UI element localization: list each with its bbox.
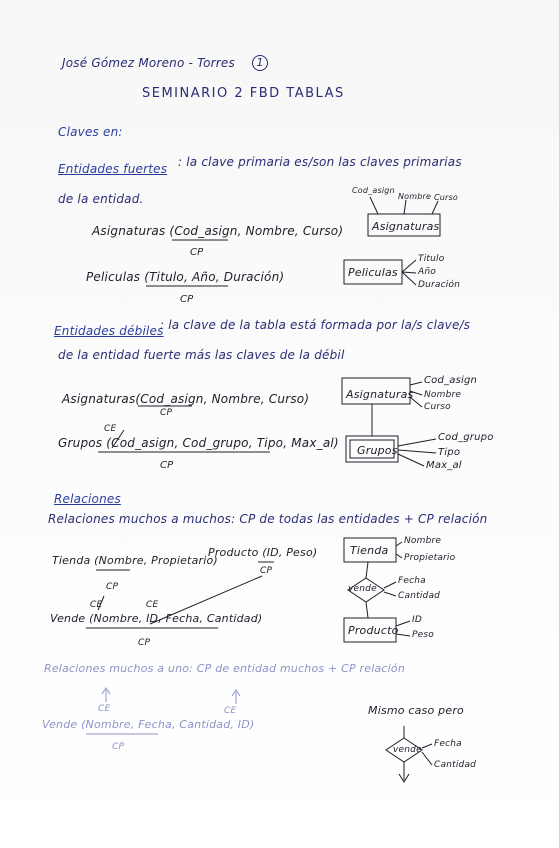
link-duracion <box>402 272 416 285</box>
link-mu-cantidad <box>422 752 432 765</box>
diag-rel-attr-fecha: Fecha <box>398 576 426 586</box>
diamond-vende <box>348 578 384 602</box>
box-weak-asignaturas <box>342 378 410 404</box>
diag-rel-attr-peso: Peso <box>412 630 434 640</box>
box-producto <box>344 618 396 642</box>
link-nombre <box>404 200 406 214</box>
diamond-mu-vende <box>386 738 422 762</box>
diag-weak-asignaturas: Asignaturas <box>346 388 414 401</box>
debiles-ce: CE <box>104 424 117 434</box>
diag-attr-titulo: Titulo <box>418 254 445 264</box>
arrow-ce-tienda <box>98 596 104 610</box>
fuertes-peli-schema: Peliculas (Titulo, Año, Duración) <box>86 270 285 284</box>
fuertes-asig-cp: CP <box>190 247 204 258</box>
arrow-ce-producto <box>150 576 262 624</box>
debiles-grupos-cp: CP <box>160 460 174 471</box>
link-tienda-vende <box>366 562 368 578</box>
relaciones-mu-text: Relaciones muchos a uno: CP de entidad muchos + CP relación <box>44 662 406 675</box>
mu-cp: CP <box>112 742 125 752</box>
diag-entity-peliculas: Peliculas <box>348 266 398 279</box>
link-w-tipo <box>398 450 436 453</box>
link-cod-asign <box>370 197 378 214</box>
fuertes-peli-cp: CP <box>180 294 194 305</box>
vende-schema: Vende (Nombre, ID, Fecha, Cantidad) <box>50 612 263 625</box>
mu-diag-attr-cantidad: Cantidad <box>434 760 477 770</box>
diag-rel-attr-nombre: Nombre <box>404 536 442 546</box>
diag-weak-attr-curso: Curso <box>424 402 451 412</box>
diag-attr-duracion: Duración <box>418 280 461 290</box>
mismo-caso-text: Mismo caso pero <box>368 704 464 717</box>
debiles-text-1: : la clave de la tabla está formada por la/s clave/s <box>160 318 471 332</box>
box-weak-grupos-inner <box>350 440 394 458</box>
link-w-cod-grupo <box>398 439 436 446</box>
tienda-schema: Tienda (Nombre, Propietario) <box>52 554 218 567</box>
link-r-cantidad <box>384 592 396 596</box>
claves-heading: Claves en: <box>58 125 123 139</box>
debiles-text-2: de la entidad fuerte más las claves de la débil <box>58 348 345 362</box>
link-w-max-al <box>398 454 424 466</box>
diag-entity-asignaturas: Asignaturas <box>372 220 440 233</box>
diag-attr-ano: Año <box>418 267 436 277</box>
link-r-id <box>396 621 410 626</box>
relaciones-mm-text: Relaciones muchos a muchos: CP de todas las entidades + CP relación <box>48 512 488 526</box>
link-titulo <box>402 260 416 272</box>
debiles-heading: Entidades débiles <box>54 324 164 338</box>
debiles-asig-schema: Asignaturas(Cod_asign, Nombre, Curso) <box>62 392 310 406</box>
box-peliculas <box>344 260 402 284</box>
diag-rel-tienda: Tienda <box>350 544 389 557</box>
author-name: José Gómez Moreno - Torres <box>62 56 235 70</box>
vende-cp: CP <box>138 638 151 648</box>
box-asignaturas <box>368 214 440 236</box>
fuertes-asig-schema: Asignaturas (Cod_asign, Nombre, Curso) <box>92 224 344 238</box>
relaciones-heading: Relaciones <box>54 492 121 506</box>
diag-rel-attr-propietario: Propietario <box>404 553 456 563</box>
mu-ce-1: CE <box>98 704 111 714</box>
diag-weak-attr-cod-asign: Cod_asign <box>424 375 478 386</box>
box-tienda <box>344 538 396 562</box>
mu-diag-attr-fecha: Fecha <box>434 739 462 749</box>
link-r-propietario <box>396 554 402 558</box>
producto-schema: Producto (ID, Peso) <box>208 546 318 559</box>
fuertes-text-1: : la clave primaria es/son las claves primarias <box>178 155 462 169</box>
diag-rel-attr-cantidad: Cantidad <box>398 591 441 601</box>
diag-attr-nombre: Nombre <box>398 192 432 201</box>
link-ano <box>402 272 416 273</box>
diag-attr-cod-asign: Cod_asign <box>352 186 395 195</box>
diag-rel-producto: Producto <box>348 624 399 637</box>
diag-weak-grupos: Grupos <box>357 444 398 457</box>
fuertes-text-2: de la entidad. <box>58 192 144 206</box>
ce-tienda: CE <box>90 600 103 610</box>
page-number: 1 <box>252 55 268 71</box>
debiles-asig-cp: CP <box>160 408 173 418</box>
diag-rel-attr-id: ID <box>412 615 422 625</box>
link-r-fecha <box>384 582 396 588</box>
diag-attr-curso: Curso <box>434 193 459 202</box>
diag-weak-attr-cod-grupo: Cod_grupo <box>438 432 494 443</box>
page-title: SEMINARIO 2 FBD TABLAS <box>142 86 345 101</box>
link-vende-producto <box>366 602 368 618</box>
cp-producto: CP <box>260 566 273 576</box>
link-w-cod-asign <box>410 382 422 385</box>
mu-schema: Vende (Nombre, Fecha, Cantidad, ID) <box>42 718 255 731</box>
link-r-peso <box>396 634 410 636</box>
diag-weak-attr-max-al: Max_al <box>426 460 462 471</box>
ce-producto: CE <box>146 600 159 610</box>
link-w-nombre <box>410 391 422 395</box>
fuertes-heading: Entidades fuertes <box>58 162 168 176</box>
link-r-nombre <box>396 542 402 546</box>
mu-diag-vende: vende <box>393 745 422 755</box>
link-w-curso <box>410 397 422 407</box>
diag-rel-vende: vende <box>348 584 377 594</box>
diag-weak-attr-nombre: Nombre <box>424 390 462 400</box>
debiles-grupos-schema: Grupos (Cod_asign, Cod_grupo, Tipo, Max_al) <box>58 436 339 450</box>
diag-weak-attr-tipo: Tipo <box>438 447 461 458</box>
link-curso <box>432 201 438 214</box>
mu-ce-2: CE <box>224 706 237 716</box>
link-mu-fecha <box>422 744 432 748</box>
arrow-ce-weak <box>112 430 124 448</box>
cp-tienda: CP <box>106 582 119 592</box>
